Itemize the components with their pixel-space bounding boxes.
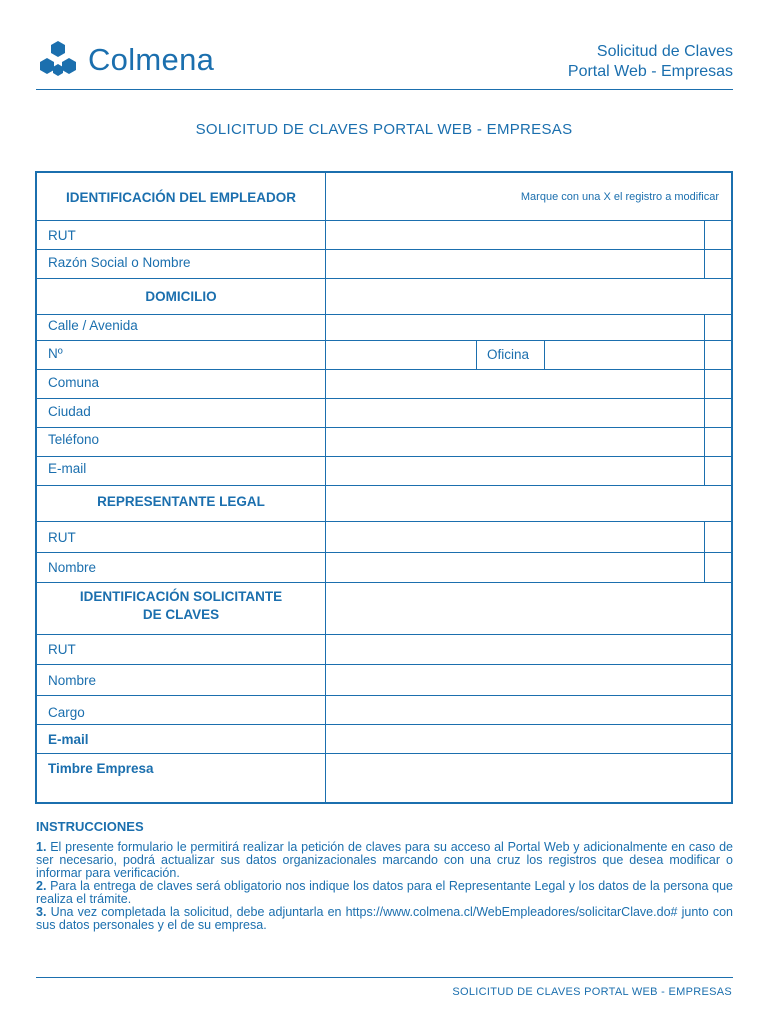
instructions <box>36 820 733 932</box>
row-divider <box>37 634 731 635</box>
instructions-heading: INSTRUCCIONES <box>36 819 144 834</box>
row-divider <box>37 314 731 315</box>
header-title-line1: Solicitud de Claves <box>596 43 733 60</box>
footer-divider <box>36 977 733 978</box>
row-divider <box>37 485 731 486</box>
section-solicitante-line2: DE CLAVES <box>142 607 220 622</box>
label-numero: Nº <box>48 346 63 361</box>
row-divider <box>37 220 731 221</box>
row-divider <box>37 249 731 250</box>
label-oficina: Oficina <box>487 347 530 362</box>
label-timbre: Timbre Empresa <box>48 761 154 776</box>
row-divider <box>37 456 731 457</box>
request-form <box>35 171 733 804</box>
row-divider <box>37 753 731 754</box>
column-divider <box>325 173 326 804</box>
row-divider <box>37 398 731 399</box>
oficina-divider-left <box>476 340 477 369</box>
row-divider <box>37 664 731 665</box>
section-employer: IDENTIFICACIÓN DEL EMPLEADOR <box>65 190 296 205</box>
row-divider <box>37 552 731 553</box>
label-sol-cargo: Cargo <box>48 705 85 720</box>
section-solicitante-line1: IDENTIFICACIÓN SOLICITANTE <box>79 589 283 604</box>
row-divider <box>37 521 731 522</box>
oficina-divider-right <box>544 340 545 369</box>
header-title-line2: Portal Web - Empresas <box>567 63 733 80</box>
row-divider <box>37 427 731 428</box>
label-ciudad: Ciudad <box>48 404 91 419</box>
row-divider <box>37 369 731 370</box>
row-divider <box>37 582 731 583</box>
row-divider <box>37 340 731 341</box>
section-solicitante <box>37 588 325 624</box>
label-sol-nombre: Nombre <box>48 673 97 688</box>
label-sol-rut: RUT <box>48 642 76 657</box>
instruction-2: 2. Para la entrega de claves será obligatorio nos indique los datos para el Representante Legal y los datos de la persona que realiza el trámite. <box>36 879 733 906</box>
hexagon-cluster-icon <box>36 40 82 80</box>
footer-title: SOLICITUD DE CLAVES PORTAL WEB - EMPRESAS <box>452 986 732 998</box>
label-razon-social: Razón Social o Nombre <box>48 255 191 270</box>
label-rep-rut: RUT <box>48 530 76 545</box>
instruction-3: 3. Una vez completada la solicitud, debe adjuntarla en https://www.colmena.cl/WebEmpleadores/solicitarClave.do# junto con sus datos personales y el de su empresa. <box>36 905 733 932</box>
section-representante-legal: REPRESENTANTE LEGAL <box>97 494 265 509</box>
form-title: SOLICITUD DE CLAVES PORTAL WEB - EMPRESAS <box>195 121 573 138</box>
label-rut: RUT <box>48 228 76 243</box>
label-sol-email: E-mail <box>48 732 89 747</box>
row-divider <box>37 278 731 279</box>
label-email: E-mail <box>48 461 87 476</box>
row-divider <box>37 695 731 696</box>
section-domicilio: DOMICILIO <box>145 289 217 304</box>
label-rep-nombre: Nombre <box>48 560 97 575</box>
colmena-logo <box>36 38 214 82</box>
mark-note: Marque con una X el registro a modificar <box>520 191 719 203</box>
brand-name: Colmena <box>88 42 215 77</box>
label-comuna: Comuna <box>48 375 100 390</box>
row-divider <box>37 724 731 725</box>
label-calle: Calle / Avenida <box>48 318 138 333</box>
page-header <box>36 38 733 90</box>
instruction-1: 1. El presente formulario le permitirá realizar la petición de claves para su acceso al Portal Web y adicionalmente en caso de ser necesario, podrá actualizar sus datos organizacionales marcando con una cruz los registros que desea modificar o informar para verificación. <box>36 840 733 880</box>
header-title <box>568 42 733 82</box>
label-telefono: Teléfono <box>48 432 100 447</box>
